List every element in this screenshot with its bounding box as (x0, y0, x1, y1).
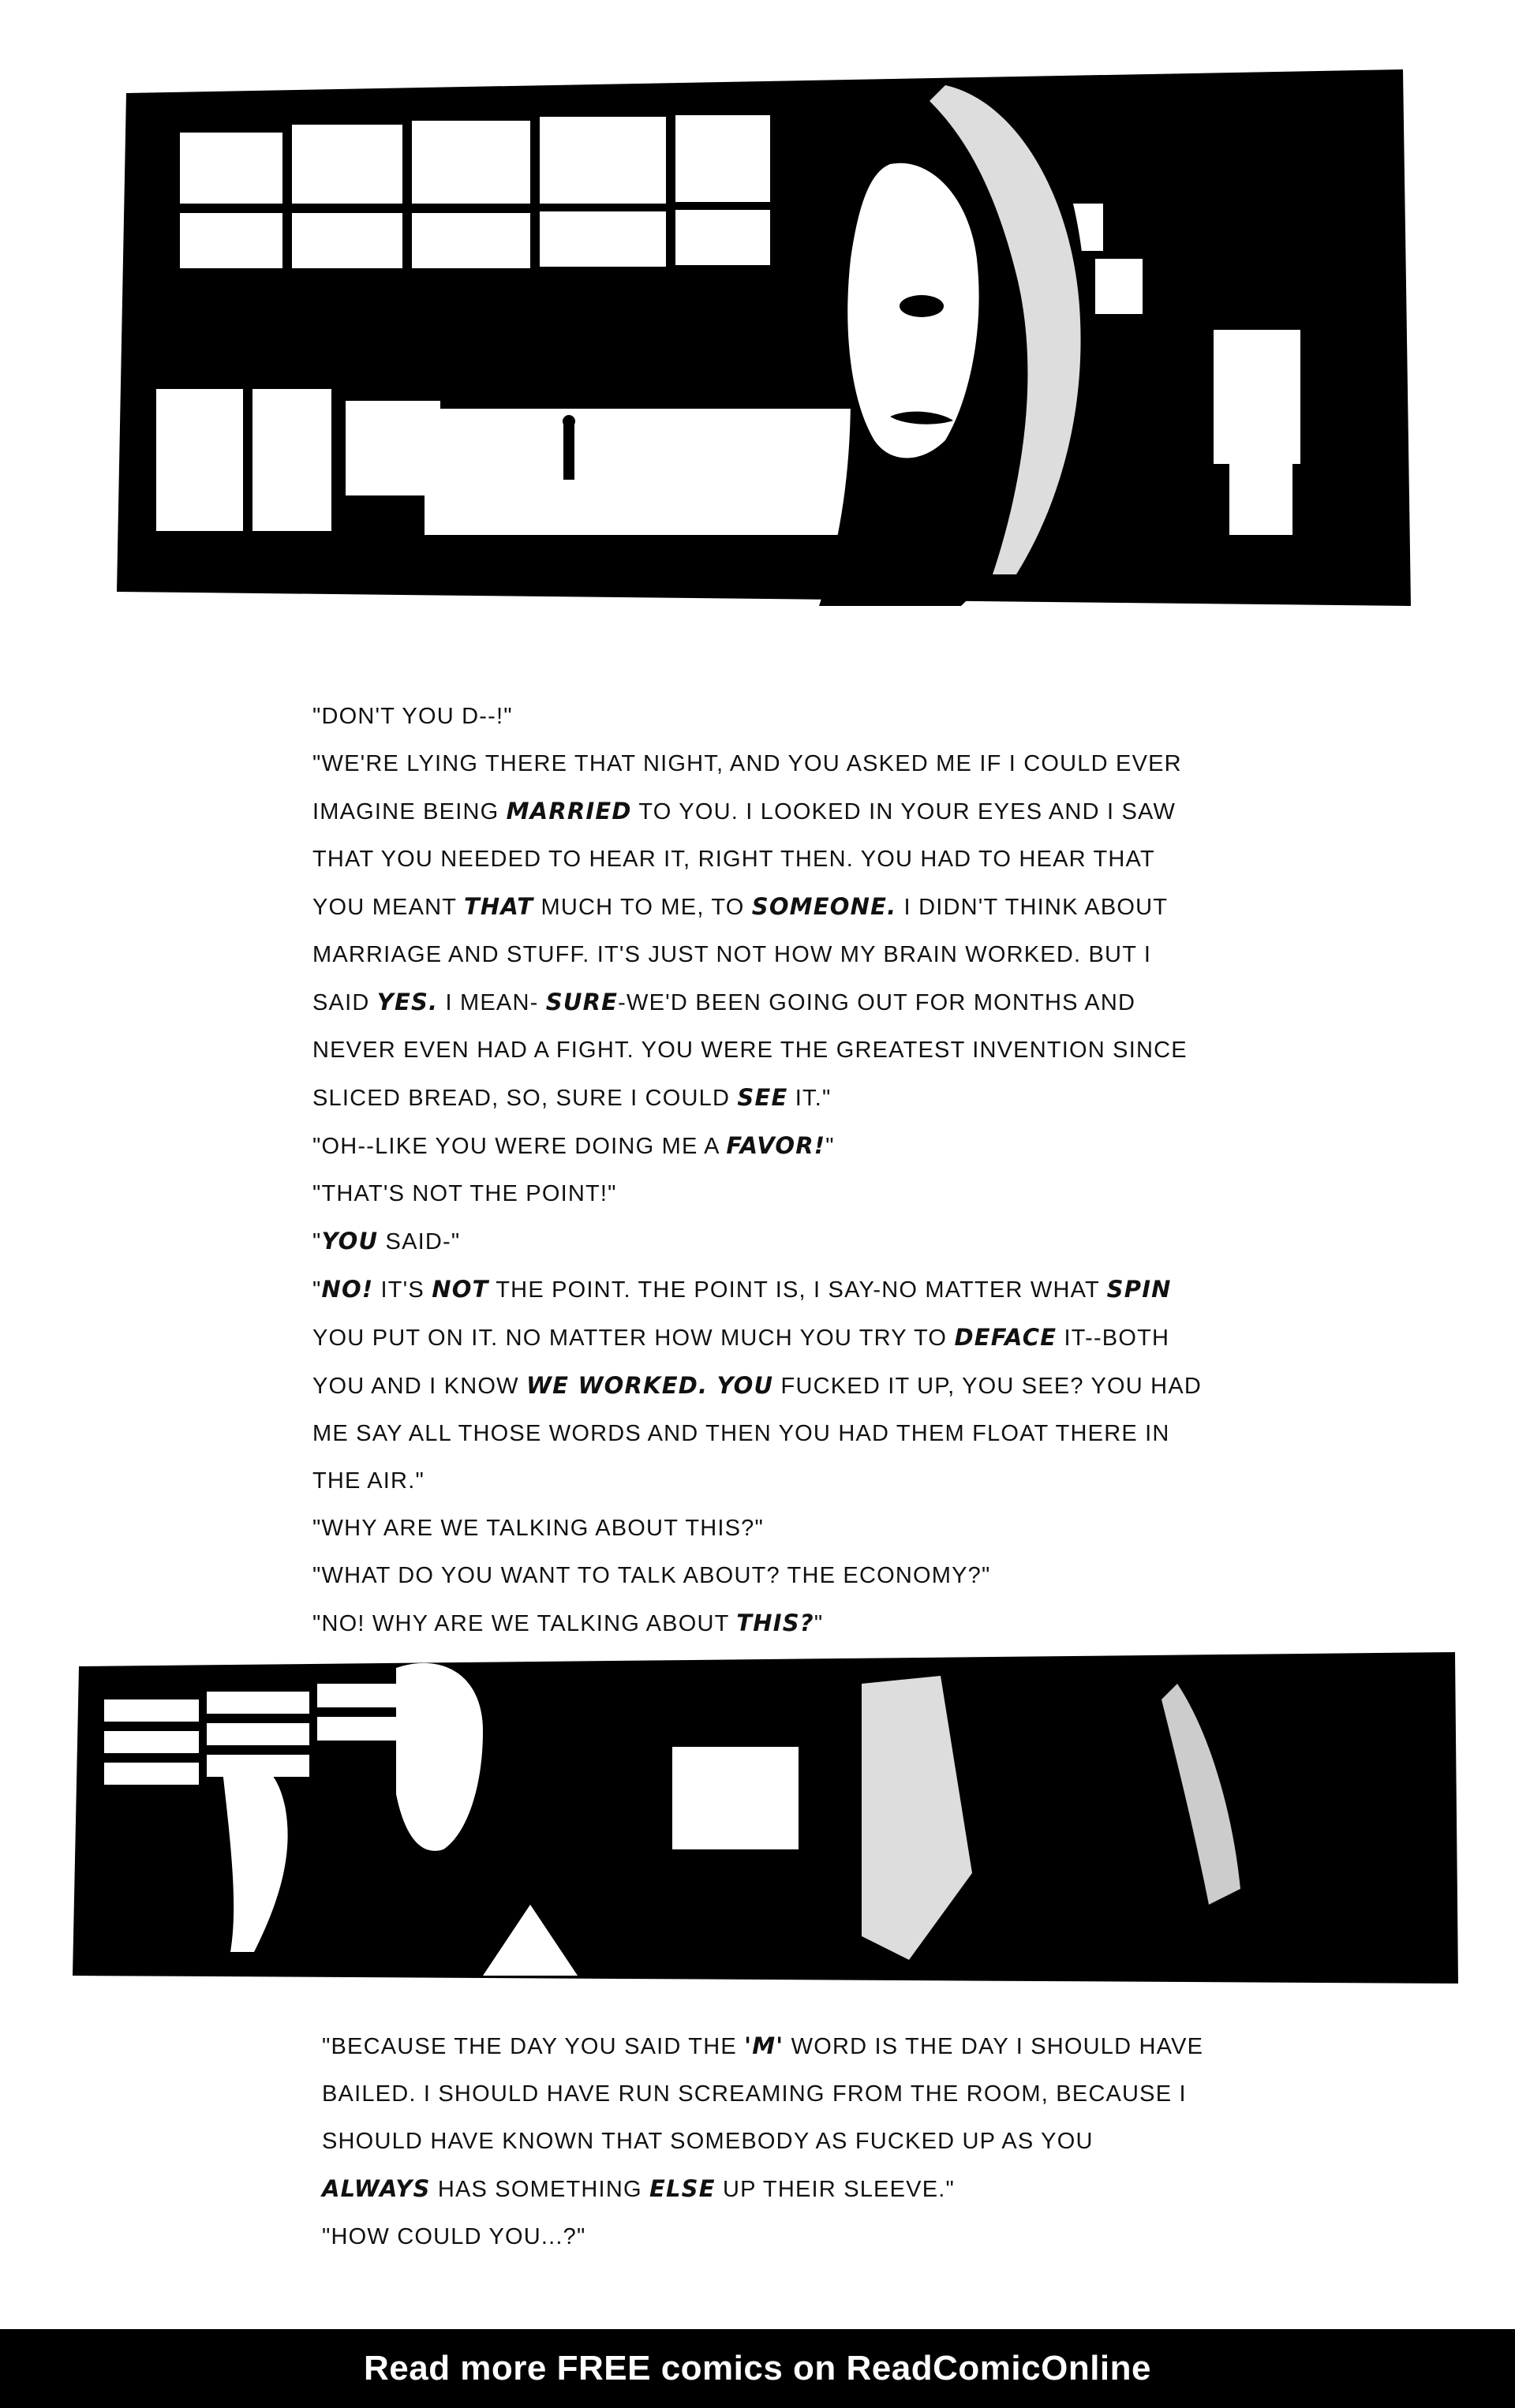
dialogue-text: "HOW COULD YOU...?" (322, 2224, 586, 2249)
dialogue-line (312, 693, 1202, 740)
dialogue-line (312, 1362, 1202, 1410)
dialogue-line (312, 1410, 1202, 1457)
dialogue-line (312, 931, 1202, 978)
dialogue-text: IT." (787, 1086, 832, 1111)
dialogue-text: " (312, 1277, 322, 1303)
emphasized-text: FAVOR! (726, 1132, 826, 1159)
dialogue-line (312, 1505, 1202, 1552)
dialogue-text: "THAT'S NOT THE POINT!" (312, 1181, 617, 1206)
dialogue-text: SHOULD HAVE KNOWN THAT SOMEBODY AS FUCKED UP AS YOU (322, 2129, 1094, 2154)
dialogue-line (322, 2022, 1203, 2070)
dialogue-line (312, 1314, 1202, 1362)
emphasized-text: ALWAYS (322, 2175, 431, 2202)
dialogue-text: SLICED BREAD, SO, SURE I COULD (312, 1086, 738, 1111)
dialogue-block-2 (322, 2022, 1203, 2260)
dialogue-text: WORD IS THE DAY I SHOULD HAVE (784, 2034, 1204, 2059)
dialogue-line (322, 2165, 1203, 2213)
dialogue-text: "DON'T YOU D--!" (312, 704, 513, 729)
dialogue-line (312, 1074, 1202, 1122)
dialogue-line (312, 836, 1202, 883)
emphasized-text: SPIN (1106, 1276, 1172, 1303)
dialogue-text: NEVER EVEN HAD A FIGHT. YOU WERE THE GREATEST INVENTION SINCE (312, 1038, 1188, 1063)
dialogue-text: ME SAY ALL THOSE WORDS AND THEN YOU HAD THEM FLOAT THERE IN (312, 1421, 1170, 1446)
dialogue-text: UP THEIR SLEEVE." (715, 2177, 955, 2202)
dialogue-text: I MEAN- (438, 990, 546, 1015)
dialogue-text: "WHAT DO YOU WANT TO TALK ABOUT? THE ECONOMY?" (312, 1563, 991, 1588)
dialogue-text: "WE'RE LYING THERE THAT NIGHT, AND YOU ASKED ME IF I COULD EVER (312, 751, 1182, 776)
emphasized-text: ELSE (649, 2175, 716, 2202)
dialogue-text: YOU AND I KNOW (312, 1374, 526, 1399)
footer-link[interactable]: Read more FREE comics on ReadComicOnline (363, 2349, 1151, 2387)
emphasized-text: SURE (545, 989, 619, 1015)
dialogue-text: MARRIAGE AND STUFF. IT'S JUST NOT HOW MY BRAIN WORKED. BUT I (312, 942, 1152, 967)
dialogue-line (312, 1599, 1202, 1647)
dialogue-text: " (814, 1611, 824, 1636)
emphasized-text: THAT (463, 893, 534, 920)
dialogue-text: IMAGINE BEING (312, 799, 507, 824)
dialogue-text: BAILED. I SHOULD HAVE RUN SCREAMING FROM THE ROOM, BECAUSE I (322, 2081, 1187, 2107)
dialogue-text: IT'S (373, 1277, 432, 1303)
dialogue-text: "WHY ARE WE TALKING ABOUT THIS?" (312, 1516, 764, 1541)
emphasized-text: YES. (376, 989, 439, 1015)
emphasized-text: THIS? (736, 1610, 814, 1636)
dialogue-line (312, 1552, 1202, 1599)
dialogue-text: IT--BOTH (1057, 1326, 1170, 1351)
dialogue-text: THE AIR." (312, 1468, 425, 1494)
dialogue-text: TO YOU. I LOOKED IN YOUR EYES AND I SAW (631, 799, 1176, 824)
middle-panel-art (73, 1652, 1461, 1988)
dialogue-text: I DIDN'T THINK ABOUT (896, 895, 1169, 920)
emphasized-text: SOMEONE. (751, 893, 897, 920)
dialogue-text: "NO! WHY ARE WE TALKING ABOUT (312, 1611, 737, 1636)
dialogue-line (322, 2213, 1203, 2260)
dialogue-text: -WE'D BEEN GOING OUT FOR MONTHS AND (618, 990, 1136, 1015)
top-panel-art (109, 69, 1416, 611)
emphasized-text: YOU (321, 1228, 379, 1254)
emphasized-text: NO! (321, 1276, 374, 1303)
dialogue-line (312, 1026, 1202, 1074)
footer-bar (0, 2329, 1515, 2408)
dialogue-text: THAT YOU NEEDED TO HEAR IT, RIGHT THEN. YOU HAD TO HEAR THAT (312, 847, 1155, 872)
dialogue-line (312, 883, 1202, 931)
dialogue-text: YOU MEANT (312, 895, 464, 920)
dialogue-line (312, 740, 1202, 787)
emphasized-text: SEE (737, 1084, 788, 1111)
dialogue-block-1 (312, 693, 1202, 1647)
dialogue-text: MUCH TO ME, TO (533, 895, 752, 920)
dialogue-text: " (825, 1134, 835, 1159)
dialogue-line (312, 1170, 1202, 1217)
dialogue-line (312, 1217, 1202, 1266)
dialogue-line (322, 2118, 1203, 2165)
dialogue-text: THE POINT. THE POINT IS, I SAY-NO MATTER WHAT (488, 1277, 1107, 1303)
emphasized-text: MARRIED (506, 798, 632, 824)
dialogue-line (312, 1266, 1202, 1314)
dialogue-text: " (312, 1229, 322, 1254)
dialogue-text: SAID-" (378, 1229, 461, 1254)
emphasized-text: NOT (432, 1276, 489, 1303)
dialogue-line (312, 1122, 1202, 1170)
dialogue-line (312, 787, 1202, 836)
dialogue-line (322, 2070, 1203, 2118)
emphasized-text: DEFACE (954, 1324, 1057, 1351)
emphasized-text: WE WORKED. YOU (526, 1372, 774, 1399)
dialogue-line (312, 978, 1202, 1026)
dialogue-text: "OH--LIKE YOU WERE DOING ME A (312, 1134, 727, 1159)
dialogue-text: FUCKED IT UP, YOU SEE? YOU HAD (773, 1374, 1203, 1399)
dialogue-text: "BECAUSE THE DAY YOU SAID THE (322, 2034, 745, 2059)
dialogue-text: SAID (312, 990, 377, 1015)
middle-panel (73, 1652, 1461, 1988)
top-panel (109, 69, 1416, 611)
emphasized-text: 'M' (744, 2032, 784, 2059)
dialogue-text: YOU PUT ON IT. NO MATTER HOW MUCH YOU TRY TO (312, 1326, 955, 1351)
dialogue-text: HAS SOMETHING (430, 2177, 649, 2202)
dialogue-line (312, 1457, 1202, 1505)
